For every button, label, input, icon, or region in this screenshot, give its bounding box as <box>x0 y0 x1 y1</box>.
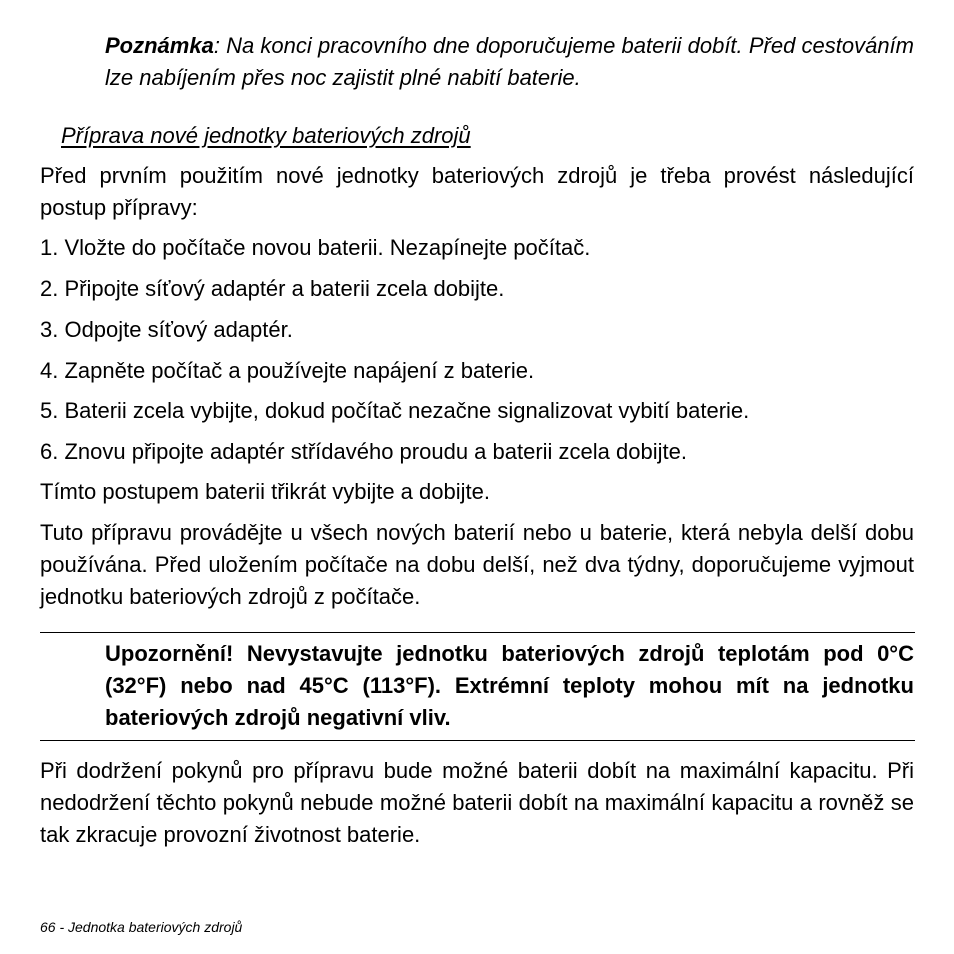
closing-paragraph: Při dodržení pokynů pro přípravu bude možné baterii dobít na maximální kapacitu. Při nedodržení těchto pokynů nebude možné baterii dobít na maximální kapacitu a rovněž se tak zkracuje provozní životnost baterie. <box>40 758 914 847</box>
step-1: 1. Vložte do počítače novou baterii. Nezapínejte počítač. <box>40 235 591 260</box>
step-6: 6. Znovu připojte adaptér střídavého proudu a baterii zcela dobijte. <box>40 439 687 464</box>
warning-top-rule <box>40 632 915 633</box>
warning-paragraph: Upozornění! Nevystavujte jednotku bateriových zdrojů teplotám pod 0°C (32°F) nebo nad 45°C (113°F). Extrémní teploty mohou mít na jednotku bateriových zdrojů negativní vliv. <box>105 641 914 730</box>
step-2: 2. Připojte síťový adaptér a baterii zcela dobijte. <box>40 276 505 301</box>
step-5: 5. Baterii zcela vybijte, dokud počítač nezačne signalizovat vybití baterie. <box>40 398 750 423</box>
intro-paragraph: Před prvním použitím nové jednotky bateriových zdrojů je třeba provést následující postup přípravy: <box>40 163 914 220</box>
page-footer: 66 - Jednotka bateriových zdrojů <box>40 919 243 935</box>
repeat-paragraph: Tímto postupem baterii třikrát vybijte a dobijte. <box>40 479 490 504</box>
step-3: 3. Odpojte síťový adaptér. <box>40 317 293 342</box>
storage-paragraph: Tuto přípravu provádějte u všech nových baterií nebo u baterie, která nebyla delší dobu používána. Před uložením počítače na dobu delší, než dva týdny, doporučujeme vyjmout jednotku bateriových zdrojů z počítače. <box>40 520 914 609</box>
note-paragraph <box>105 30 914 94</box>
note-text: : Na konci pracovního dne doporučujeme baterii dobít. Před cestováním lze nabíjením přes noc zajistit plné nabití baterie. <box>105 33 914 90</box>
step-4: 4. Zapněte počítač a používejte napájení z baterie. <box>40 358 535 383</box>
warning-bottom-rule <box>40 740 915 741</box>
section-title: Příprava nové jednotky bateriových zdrojů <box>61 123 471 148</box>
note-label: Poznámka <box>105 33 214 58</box>
